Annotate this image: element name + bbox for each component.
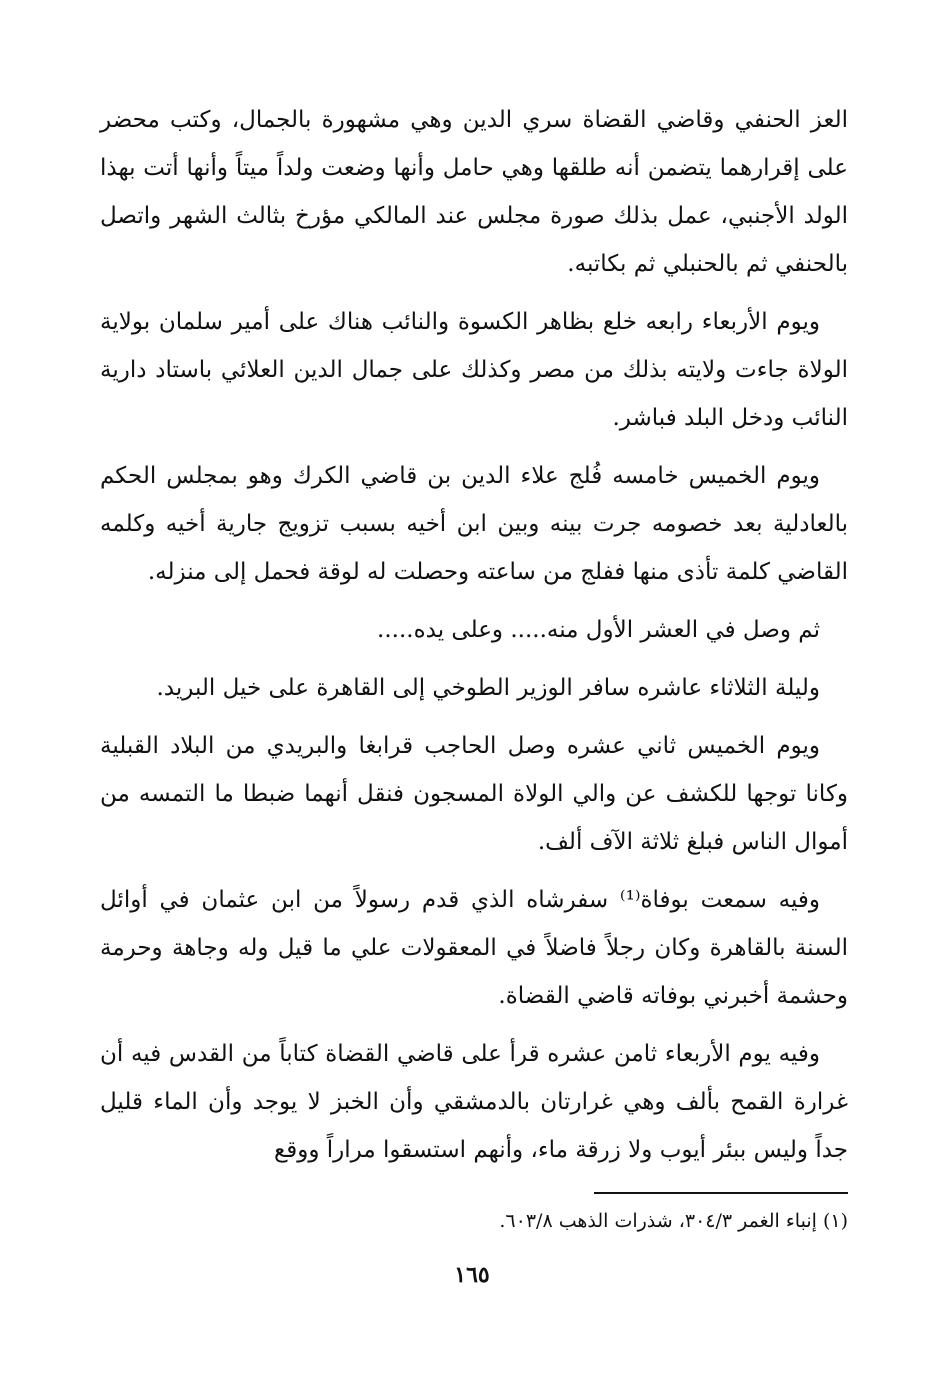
- footnote: (١) إنباء الغمر ٣٠٤/٣، شذرات الذهب ٦٠٣/٨.: [499, 1210, 848, 1232]
- paragraph: ويوم الخميس ثاني عشره وصل الحاجب قرابغا والبريدي من البلاد القبلية وكانا توجها للكشف عن والي الولاة المسجون فنقل أنهما ضبطا ما التمسه من أموال الناس فبلغ ثلاثة الآف ألف.: [100, 733, 848, 855]
- paragraph: ثم وصل في العشر الأول منه..... وعلى يده.....: [377, 617, 820, 643]
- footnote-divider: [594, 1192, 848, 1194]
- paragraph: وفيه سمعت بوفاة⁽¹⁾ سفرشاه الذي قدم رسولاً من ابن عثمان في أوائل السنة بالقاهرة وكان رجلاً فاضلاً في المعقولات علي ما قيل وله وجاهة وحرمة وحشمة أخبرني بوفاته قاضي القضاة.: [100, 887, 848, 1009]
- page-number: ١٦٥: [454, 1262, 490, 1288]
- paragraph: ويوم الأربعاء رابعه خلع بظاهر الكسوة والنائب هناك على أمير سلمان بولاية الولاة جاءت ولايته بذلك من مصر وكذلك على جمال الدين العلائي باستاد دارية النائب ودخل البلد فباشر.: [100, 309, 848, 431]
- paragraph: وليلة الثلاثاء عاشره سافر الوزير الطوخي إلى القاهرة على خيل البريد.: [156, 675, 820, 701]
- main-text: [100, 96, 848, 1184]
- paragraph: ويوم الخميس خامسه فُلج علاء الدين بن قاضي الكرك وهو بمجلس الحكم بالعادلية بعد خصومه جرت بينه وبين ابن أخيه بسبب تزويج جارية أخيه وكلمه القاضي كلمة تأذى منها ففلج من ساعته وحصلت له لوقة فحمل إلى منزله.: [100, 463, 848, 585]
- paragraph: وفيه يوم الأربعاء ثامن عشره قرأ على قاضي القضاة كتاباً من القدس فيه أن غرارة القمح بألف وهي غرارتان بالدمشقي وأن الخبز لا يوجد وأن الماء قليل جداً وليس ببئر أيوب ولا زرقة ماء، وأنهم استسقوا مراراً ووقع: [100, 1041, 848, 1163]
- paragraph: العز الحنفي وقاضي القضاة سري الدين وهي مشهورة بالجمال، وكتب محضر على إقرارهما يتضمن أنه طلقها وهي حامل وأنها وضعت ولداً ميتاً وأنها أتت بهذا الولد الأجنبي، عمل بذلك صورة مجلس عند المالكي مؤرخ بثالث الشهر واتصل بالحنفي ثم بالحنبلي ثم بكاتبه.: [100, 107, 848, 277]
